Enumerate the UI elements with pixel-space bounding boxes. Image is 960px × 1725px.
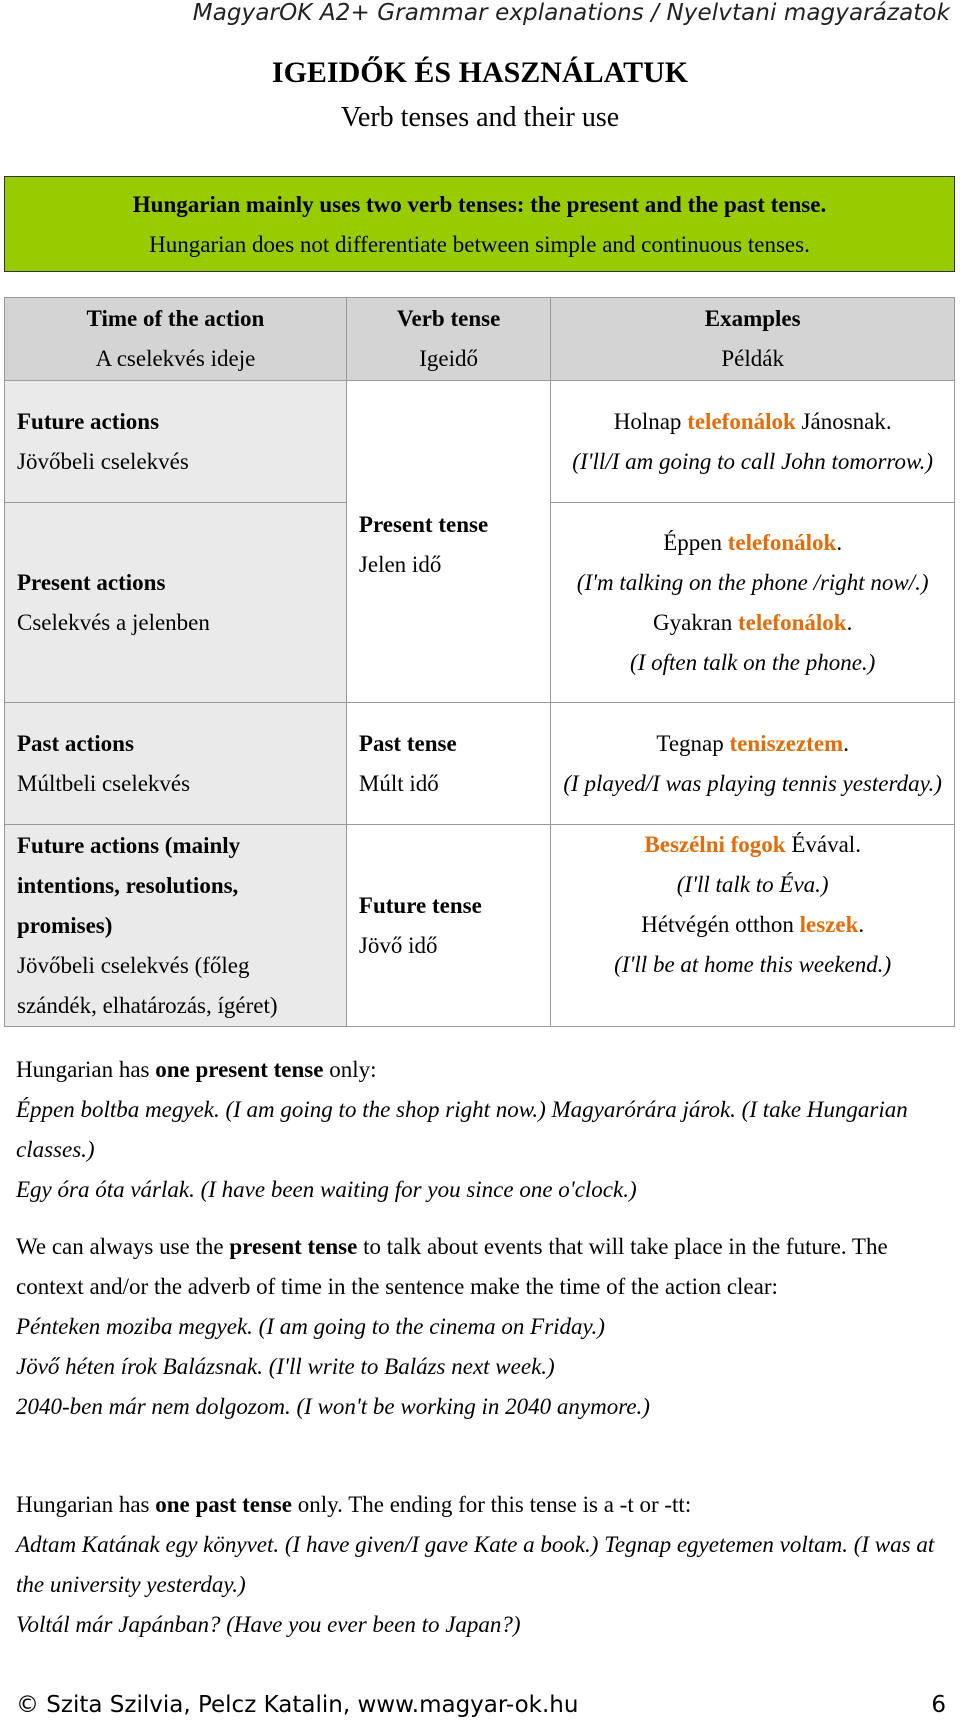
example-sentence bbox=[563, 825, 942, 865]
header-time bbox=[5, 298, 347, 381]
time-hu: Jövőbeli cselekvés (főleg szándék, elhatározás, ígéret) bbox=[17, 952, 278, 1018]
example-text: . bbox=[836, 529, 843, 555]
example-translation: (I played/I was playing tennis yesterday.) bbox=[563, 770, 942, 796]
time-cell bbox=[5, 503, 347, 703]
example-translation: (I often talk on the phone.) bbox=[630, 649, 876, 675]
section-intro bbox=[16, 1485, 946, 1525]
time-cell bbox=[5, 381, 347, 503]
intro-text: only. The ending for this tense is a -t or -tt: bbox=[291, 1492, 692, 1517]
example-line: Jövő héten írok Balázsnak. (I'll write to Balázs next week.) bbox=[16, 1354, 555, 1379]
header-tense bbox=[346, 298, 550, 381]
example-text: Jánosnak. bbox=[795, 408, 892, 434]
past-tense-hu: Múlt idő bbox=[358, 770, 439, 796]
intro-text: Hungarian has bbox=[16, 1492, 156, 1517]
future-use-section bbox=[16, 1227, 946, 1427]
future-tense-hu: Jövő idő bbox=[358, 932, 438, 958]
header-examples-en: Examples bbox=[704, 306, 801, 331]
header-examples-hu: Példák bbox=[721, 346, 784, 371]
examples-cell bbox=[551, 703, 955, 825]
section-intro bbox=[16, 1227, 946, 1307]
examples-cell bbox=[551, 825, 955, 1027]
header-time-hu: A cselekvés ideje bbox=[95, 346, 256, 371]
verb-highlight: telefonálok bbox=[727, 529, 837, 555]
intro-text: only: bbox=[323, 1057, 377, 1082]
table-row bbox=[5, 825, 955, 1027]
past-tense-cell bbox=[346, 703, 550, 825]
past-tense-section bbox=[16, 1485, 946, 1645]
examples-cell bbox=[551, 503, 955, 703]
example-line: 2040-ben már nem dolgozom. (I won't be working in 2040 anymore.) bbox=[16, 1394, 650, 1419]
table-row bbox=[5, 703, 955, 825]
present-tense-cell bbox=[346, 381, 550, 703]
page-number: 6 bbox=[931, 1692, 946, 1718]
summary-box bbox=[4, 176, 955, 272]
example-text: Holnap bbox=[613, 408, 688, 434]
intro-text: to talk about events that will take place in the future. The context and/or the adverb of time in the sentence make the time of the action clear: bbox=[16, 1234, 888, 1299]
page-title: IGEIDŐK ÉS HASZNÁLATUK bbox=[271, 56, 689, 89]
verb-highlight: telefonálok bbox=[687, 408, 796, 434]
table-header-row bbox=[5, 298, 955, 381]
time-en: Future actions bbox=[17, 408, 160, 434]
future-tense-cell bbox=[346, 825, 550, 1027]
example-text: Gyakran bbox=[653, 609, 738, 635]
example-sentence bbox=[563, 905, 942, 945]
example-text: Éppen bbox=[663, 529, 728, 555]
summary-line-1: Hungarian mainly uses two verb tenses: the present and the past tense. bbox=[132, 192, 827, 217]
example-translation: (I'm talking on the phone /right now/.) bbox=[576, 569, 929, 595]
verb-highlight: telefonálok bbox=[737, 609, 847, 635]
header-tense-en: Verb tense bbox=[397, 306, 501, 331]
past-tense-en: Past tense bbox=[358, 730, 457, 756]
time-en: Present actions bbox=[17, 569, 166, 595]
time-hu: Cselekvés a jelenben bbox=[17, 609, 210, 635]
footer-credits: © Szita Szilvia, Pelcz Katalin, www.magyar-ok.hu bbox=[16, 1692, 579, 1718]
example-sentence bbox=[563, 603, 942, 643]
example-text: . bbox=[846, 609, 853, 635]
intro-bold: present tense bbox=[229, 1234, 358, 1259]
page-subtitle: Verb tenses and their use bbox=[340, 102, 620, 133]
example-line: Pénteken moziba megyek. (I am going to the cinema on Friday.) bbox=[16, 1314, 605, 1339]
verb-highlight: Beszélni fogok bbox=[644, 832, 786, 857]
example-text: Évával. bbox=[785, 832, 861, 857]
example-line: Éppen boltba megyek. (I am going to the shop right now.) Magyarórára járok. (I take Hungarian classes.) bbox=[16, 1097, 908, 1162]
present-tense-en: Present tense bbox=[358, 512, 489, 537]
intro-text: We can always use the bbox=[16, 1234, 230, 1259]
header-time-en: Time of the action bbox=[86, 306, 265, 331]
verb-highlight: teniszeztem bbox=[729, 730, 844, 756]
example-line: Voltál már Japánban? (Have you ever been to Japan?) bbox=[16, 1612, 521, 1637]
time-en: Future actions (mainly intentions, resolutions, promises) bbox=[17, 832, 241, 938]
example-text: Tegnap bbox=[656, 730, 730, 756]
example-translation: (I'll/I am going to call John tomorrow.) bbox=[572, 448, 934, 474]
section-intro bbox=[16, 1050, 946, 1090]
present-tense-hu: Jelen idő bbox=[358, 552, 442, 577]
example-text: . bbox=[843, 730, 849, 756]
running-header: MagyarOK A2+ Grammar explanations / Nyelvtani magyarázatok bbox=[192, 0, 950, 26]
intro-text: Hungarian has bbox=[16, 1057, 156, 1082]
present-tense-section bbox=[16, 1050, 946, 1210]
time-cell bbox=[5, 703, 347, 825]
intro-bold: one past tense bbox=[155, 1492, 292, 1517]
examples-cell bbox=[551, 381, 955, 503]
example-text: Hétvégén otthon bbox=[641, 912, 800, 937]
header-tense-hu: Igeidő bbox=[419, 346, 479, 371]
example-translation: (I'll be at home this weekend.) bbox=[614, 952, 892, 977]
example-sentence bbox=[563, 523, 942, 563]
example-line: Egy óra óta várlak. (I have been waiting for you since one o'clock.) bbox=[16, 1177, 637, 1202]
example-sentence bbox=[563, 402, 942, 442]
example-translation: (I'll talk to Éva.) bbox=[676, 872, 829, 897]
verb-highlight: leszek bbox=[799, 912, 859, 937]
summary-line-2: Hungarian does not differentiate between simple and continuous tenses. bbox=[149, 232, 810, 257]
example-sentence bbox=[563, 724, 942, 764]
time-cell bbox=[5, 825, 347, 1027]
time-hu: Múltbeli cselekvés bbox=[17, 770, 191, 796]
header-examples bbox=[551, 298, 955, 381]
table-row bbox=[5, 381, 955, 503]
time-hu: Jövőbeli cselekvés bbox=[17, 448, 189, 474]
tenses-table bbox=[4, 297, 955, 1027]
time-en: Past actions bbox=[17, 730, 134, 756]
example-line: Adtam Katának egy könyvet. (I have given/I gave Kate a book.) Tegnap egyetemen voltam. (I was at the university yesterday.) bbox=[16, 1532, 935, 1597]
example-text: . bbox=[858, 912, 865, 937]
future-tense-en: Future tense bbox=[358, 892, 482, 918]
intro-bold: one present tense bbox=[155, 1057, 324, 1082]
